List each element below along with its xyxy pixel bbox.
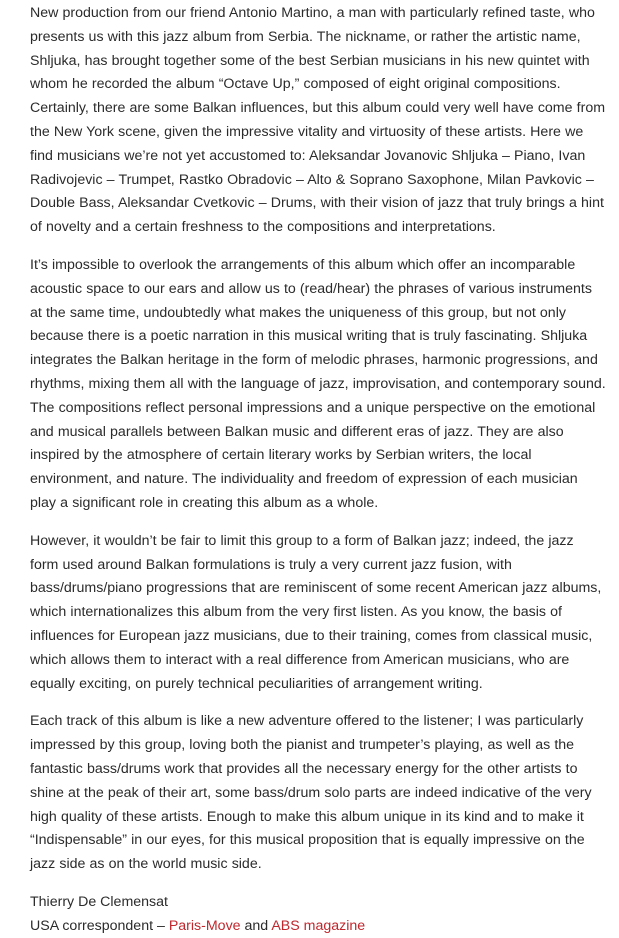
author-name: Thierry De Clemensat — [30, 893, 168, 910]
role-joiner: and — [240, 917, 272, 934]
article-paragraph-3: However, it wouldn’t be fair to limit this group to a form of Balkan jazz; indeed, the jazz form used around Balkan formulations is truly a very current jazz fusion, with bass/drums/piano progressions that are reminiscent of some recent American jazz albums, which internationalizes this album from the very first listen. As you know, the basis of influences for European jazz musicians, due to their training, comes from classical music, which allows them to interact with a real difference from American musicians, who are equally exciting, on purely technical peculiarities of arrangement writing. — [30, 532, 602, 692]
article-paragraph-1: New production from our friend Antonio Martino, a man with particularly refined taste, who presents us with this jazz album from Serbia. The nickname, or rather the artistic name, Shljuka, has brought together some of the best Serbian musicians in his new quintet with whom he recorded the album “Octave Up,” composed of eight original compositions. Certainly, there are some Balkan influences, but this album could very well have come from the New York scene, given the impressive vitality and virtuosity of these artists. Here we find musicians we’re not yet accustomed to: Aleksandar Jovanovic Shljuka – Piano, Ivan Radivojevic – Trumpet, Rastko Obradovic – Alto & Soprano Saxophone, Milan Pavkovic – Double Bass, Aleksandar Cvetkovic – Drums, with their vision of jazz that truly brings a hint of novelty and a certain freshness to the compositions and interpretations. — [30, 5, 606, 236]
article-paragraph-4: Each track of this album is like a new adventure offered to the listener; I was particularly impressed by this group, loving both the pianist and trumpeter’s playing, as well as the fantastic bass/drums work that provides all the necessary energy for the other artists to shine at the peak of their art, some bass/drum solo parts are indeed indicative of the very high quality of these artists. Enough to make this album unique in its kind and to make it “Indispensable” in our eyes, for this musical proposition that is equally impressive on the jazz side as on the world music side. — [30, 713, 592, 873]
author-role-prefix: USA correspondent – — [30, 917, 169, 934]
abs-magazine-link[interactable]: ABS magazine — [271, 917, 366, 934]
author-signature — [30, 891, 606, 938]
article-body — [30, 2, 606, 938]
author-role-line — [30, 915, 606, 938]
article-paragraph-2: It’s impossible to overlook the arrangements of this album which offer an incomparable acoustic space to our ears and allow us to (read/hear) the phrases of various instruments at the same time, undoubtedly what makes the uniqueness of this group, but not only because there is a poetic narration in this musical writing that is truly fascinating. Shljuka integrates the Balkan heritage in the form of melodic phrases, harmonic progressions, and rhythms, mixing them all with the language of jazz, improvisation, and contemporary sound. The compositions reflect personal impressions and a unique perspective on the emotional and musical parallels between Balkan music and different eras of jazz. They are also inspired by the atmosphere of certain literary works by Serbian writers, the local environment, and nature. The individuality and freedom of expression of each musician play a significant role in creating this album as a whole. — [30, 256, 606, 511]
paris-move-link[interactable]: Paris-Move — [168, 917, 241, 934]
